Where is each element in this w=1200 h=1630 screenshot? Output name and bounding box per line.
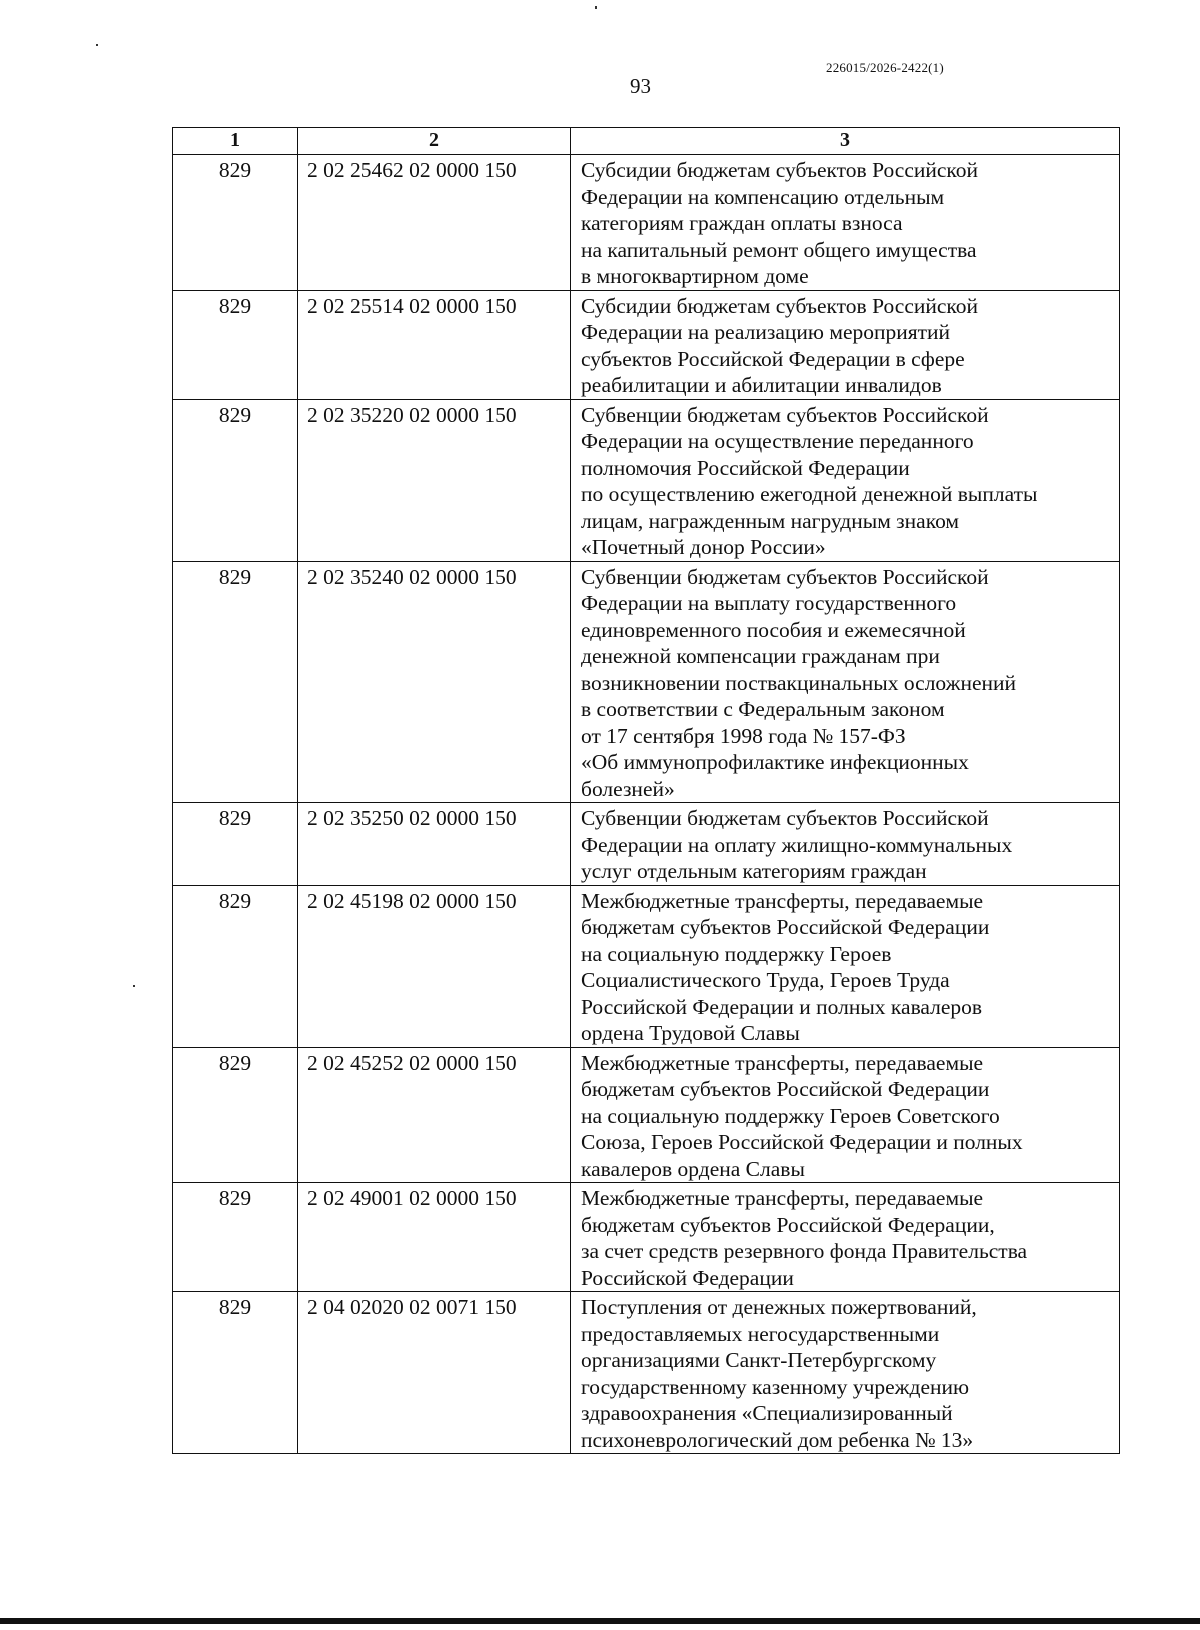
description-line: от 17 сентября 1998 года № 157-ФЗ bbox=[581, 723, 906, 748]
description-line: категориям граждан оплаты взноса bbox=[581, 211, 903, 235]
description-line: лицам, награжденным нагрудным знаком bbox=[581, 508, 960, 533]
scan-speck bbox=[595, 6, 597, 9]
budget-classification-code-cell: 2 02 49001 02 0000 150 bbox=[298, 1183, 571, 1292]
revenue-description-cell bbox=[571, 155, 1120, 291]
scan-bottom-edge bbox=[0, 1618, 1200, 1624]
description-line: за счет средств резервного фонда Правительства bbox=[581, 1239, 1028, 1263]
table-header-row bbox=[173, 128, 1120, 155]
page-number: 93 bbox=[630, 74, 651, 98]
table-row bbox=[173, 399, 1120, 561]
description-line: Федерации на осуществление переданного bbox=[581, 429, 974, 453]
description-line: здравоохранения «Специализированный bbox=[581, 1401, 953, 1425]
description-line: Субвенции бюджетам субъектов Российской bbox=[581, 806, 989, 830]
revenue-description-cell bbox=[571, 1047, 1120, 1183]
description-line: Субсидии бюджетам субъектов Российской bbox=[581, 158, 979, 182]
administrator-code-cell: 829 bbox=[173, 155, 298, 291]
description-line: Поступления от денежных пожертвований, bbox=[581, 1295, 977, 1319]
table-row bbox=[173, 290, 1120, 399]
description-line: Федерации на оплату жилищно-коммунальных bbox=[581, 832, 1013, 857]
description-line: кавалеров ордена Славы bbox=[581, 1156, 805, 1181]
revenue-description-cell bbox=[571, 1183, 1120, 1292]
table-row bbox=[173, 561, 1120, 803]
column-header-2: 2 bbox=[298, 128, 571, 155]
description-line: бюджетам субъектов Российской Федерации, bbox=[581, 1212, 995, 1237]
description-line: возникновении поствакцинальных осложнений bbox=[581, 670, 1017, 695]
budget-revenue-table bbox=[172, 127, 1120, 1454]
description-line: в соответствии с Федеральным законом bbox=[581, 697, 945, 721]
description-line: Субвенции бюджетам субъектов Российской bbox=[581, 564, 989, 589]
table-row bbox=[173, 885, 1120, 1047]
description-line: Союза, Героев Российской Федерации и полных bbox=[581, 1130, 1023, 1154]
description-line: Межбюджетные трансферты, передаваемые bbox=[581, 1050, 984, 1075]
description-line: Российской Федерации bbox=[581, 1265, 794, 1290]
budget-classification-code-cell: 2 02 35240 02 0000 150 bbox=[298, 561, 571, 803]
administrator-code-cell: 829 bbox=[173, 561, 298, 803]
administrator-code-cell: 829 bbox=[173, 885, 298, 1047]
revenue-description-cell bbox=[571, 803, 1120, 886]
description-line: в многоквартирном доме bbox=[581, 264, 809, 288]
description-line: на социальную поддержку Героев Советского bbox=[581, 1103, 1000, 1128]
description-line: Межбюджетные трансферты, передаваемые bbox=[581, 888, 984, 913]
description-line: Федерации на компенсацию отдельным bbox=[581, 184, 945, 209]
table-row bbox=[173, 803, 1120, 886]
description-line: Субсидии бюджетам субъектов Российской bbox=[581, 293, 979, 318]
description-line: полномочия Российской Федерации bbox=[581, 455, 910, 480]
scan-speck bbox=[96, 44, 98, 46]
description-line: Социалистического Труда, Героев Труда bbox=[581, 968, 950, 992]
description-line: предоставляемых негосударственными bbox=[581, 1321, 940, 1346]
description-line: реабилитации и абилитации инвалидов bbox=[581, 373, 942, 397]
table-row bbox=[173, 1292, 1120, 1454]
administrator-code-cell: 829 bbox=[173, 1292, 298, 1454]
description-line: «Почетный донор России» bbox=[581, 535, 826, 559]
description-line: государственному казенному учреждению bbox=[581, 1374, 970, 1399]
description-line: субъектов Российской Федерации в сфере bbox=[581, 346, 965, 371]
revenue-description-cell bbox=[571, 399, 1120, 561]
scan-speck bbox=[133, 985, 135, 987]
budget-classification-code-cell: 2 02 25514 02 0000 150 bbox=[298, 290, 571, 399]
description-line: Субвенции бюджетам субъектов Российской bbox=[581, 402, 989, 427]
description-line: на социальную поддержку Героев bbox=[581, 941, 892, 966]
budget-classification-code-cell: 2 02 35250 02 0000 150 bbox=[298, 803, 571, 886]
table-body bbox=[173, 155, 1120, 1454]
description-line: денежной компенсации гражданам при bbox=[581, 644, 940, 668]
description-line: бюджетам субъектов Российской Федерации bbox=[581, 915, 990, 939]
description-line: организациями Санкт-Петербургскому bbox=[581, 1348, 937, 1372]
budget-classification-code-cell: 2 02 45252 02 0000 150 bbox=[298, 1047, 571, 1183]
description-line: Российской Федерации и полных кавалеров bbox=[581, 994, 983, 1019]
administrator-code-cell: 829 bbox=[173, 1047, 298, 1183]
revenue-description-cell bbox=[571, 561, 1120, 803]
revenue-description-cell bbox=[571, 1292, 1120, 1454]
description-line: Федерации на реализацию мероприятий bbox=[581, 320, 951, 344]
description-line: услуг отдельным категориям граждан bbox=[581, 859, 927, 883]
budget-classification-code-cell: 2 02 25462 02 0000 150 bbox=[298, 155, 571, 291]
table-row bbox=[173, 1183, 1120, 1292]
revenue-description-cell bbox=[571, 290, 1120, 399]
administrator-code-cell: 829 bbox=[173, 399, 298, 561]
description-line: по осуществлению ежегодной денежной выплаты bbox=[581, 482, 1038, 506]
description-line: «Об иммунопрофилактике инфекционных bbox=[581, 750, 969, 774]
description-line: Межбюджетные трансферты, передаваемые bbox=[581, 1186, 984, 1210]
budget-classification-code-cell: 2 02 35220 02 0000 150 bbox=[298, 399, 571, 561]
administrator-code-cell: 829 bbox=[173, 803, 298, 886]
description-line: болезней» bbox=[581, 776, 675, 801]
table-row bbox=[173, 155, 1120, 291]
document-registration-number: 226015/2026-2422(1) bbox=[826, 60, 944, 75]
description-line: психоневрологический дом ребенка № 13» bbox=[581, 1427, 974, 1452]
description-line: на капитальный ремонт общего имущества bbox=[581, 237, 977, 262]
column-header-3: 3 bbox=[571, 128, 1120, 155]
description-line: ордена Трудовой Славы bbox=[581, 1021, 800, 1045]
column-header-1: 1 bbox=[173, 128, 298, 155]
table-row bbox=[173, 1047, 1120, 1183]
description-line: единовременного пособия и ежемесячной bbox=[581, 617, 966, 642]
budget-classification-code-cell: 2 04 02020 02 0071 150 bbox=[298, 1292, 571, 1454]
description-line: Федерации на выплату государственного bbox=[581, 591, 957, 615]
revenue-description-cell bbox=[571, 885, 1120, 1047]
budget-classification-code-cell: 2 02 45198 02 0000 150 bbox=[298, 885, 571, 1047]
administrator-code-cell: 829 bbox=[173, 290, 298, 399]
administrator-code-cell: 829 bbox=[173, 1183, 298, 1292]
description-line: бюджетам субъектов Российской Федерации bbox=[581, 1077, 990, 1101]
